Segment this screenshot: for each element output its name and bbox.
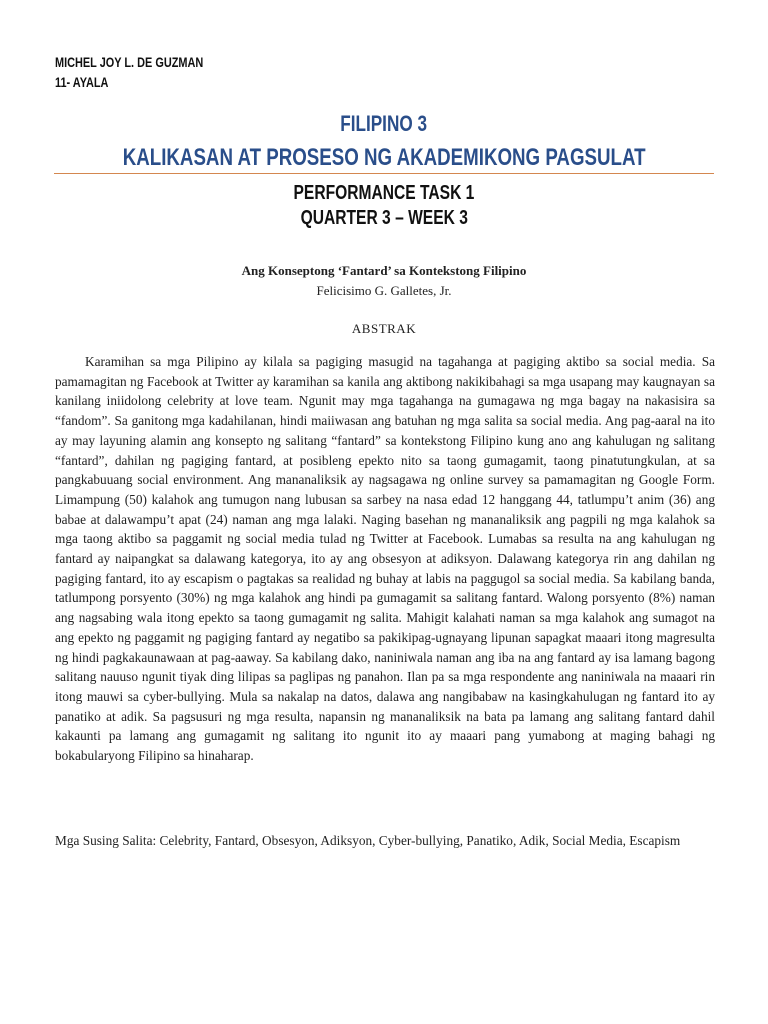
subject-heading: FILIPINO 3 (340, 111, 428, 136)
title-underline-divider (54, 173, 714, 174)
task-heading: PERFORMANCE TASK 1 (293, 182, 475, 204)
keywords-paragraph: Mga Susing Salita: Celebrity, Fantard, Obsesyon, Adiksyon, Cyber-bullying, Panatiko, Adik, Social Media, Escapism (55, 833, 681, 848)
period-heading-wrap (0, 206, 768, 230)
subject-heading-wrap (0, 110, 768, 138)
student-section: 11- AYALA (55, 74, 109, 90)
period-heading: QUARTER 3 – WEEK 3 (300, 207, 468, 229)
abstract-heading: ABSTRAK (351, 321, 417, 336)
abstract-body: Karamihan sa mga Pilipino ay kilala sa pagiging masugid na tagahanga at pagiging aktibo sa social media. Sa pamamagitan ng Facebook at Twitter ay karamihan sa kanila ang aktibong nakikibahagi sa mga usapang may kaugnayan sa kanilang iniidolong celebrity at love team. Ngunit may mga tagahanga na gumagawa ng mga bagay na nakasisira sa “fandom”. Sa ganitong mga kadahilanan, hindi maiiwasan ang batuhan ng mga salita sa social media. Ang pag-aaral na ito ay may layuning alamin ang konsepto ng salitang “fantard” sa kontekstong Filipino kung ano ang kahulugan ng salitang “fantard”, dahilan ng pagiging fantard, at posibleng epekto nito sa taong gumagamit, taong pinatutungkulan, at sa pangkabuuang social environment. Ang mananaliksik ay nagsagawa ng online survey sa pamamagitan ng Google Form. Limampung (50) kalahok ang tumugon nang lubusan sa sarbey na nasa edad 12 hanggang 44, tatlumpu’t anim (36) ang babae at dalawampu’t apat (24) naman ang mga lalaki. Naging basehan ng mananaliksik ang pagpili ng mga kalahok sa mga taong aktibo sa paggamit ng social media tulad ng Twitter at Facebook. Lumabas sa resulta na ang kahulugan ng fantard ay naipangkat sa dalawang kategorya, ito ay ang obsesyon at adiksyon. Dalawang kategorya rin ang dahilan ng pagiging fantard, ito ay escapism o pagtakas sa realidad ng buhay at labis na paggugol sa social media. Sa kabilang banda, tatlumpong porsyento (30%) ng mga kalahok ang hindi pa gumagamit sa salitang fantard. Walong porsyento (8%) naman ang nagsabing wala itong epekto sa taong gumagamit ng salita. Mahigit kalahati naman sa mga kalahok ang sumagot na ang epekto ng paggamit ng pagiging fantard ay negatibo sa pakikipag-ugnayang lipunan sapagkat maaari itong magresulta ng hindi pagkakaunawaan at pag-aaway. Sa kabilang dako, naniniwala naman ang iba na ang fantard ay isa lamang bagong salitang nauuso ngunit tiyak ding lilipas sa paglipas ng panahon. Ilan pa sa mga respondente ang naniniwala na maaari rin itong mauwi sa cyber-bullying. Mula sa nakalap na datos, dalawa ang nangibabaw na kasingkahulugan ng fantard ito ay panatiko at adik. Sa pagsusuri ng mga resulta, napansin ng mananaliksik na bata pa lamang ang salitang fantard dahil kakaunti pa lamang ang gumagamit ng salitang ito ngunit ito ay maaari pang yumabong at maging bahagi ng bokabularyong Filipino sa hinaharap. (55, 354, 715, 764)
course-title: KALIKASAN AT PROSESO NG AKADEMIKONG PAGSULAT (122, 144, 646, 171)
course-title-wrap (0, 143, 768, 173)
student-name: MICHEL JOY L. DE GUZMAN (55, 54, 204, 70)
student-info (55, 52, 245, 92)
task-heading-wrap (0, 181, 768, 205)
paper-title: Ang Konseptong ‘Fantard’ sa Kontekstong Filipino (241, 263, 527, 278)
paper-author: Felicisimo G. Galletes, Jr. (316, 283, 452, 298)
